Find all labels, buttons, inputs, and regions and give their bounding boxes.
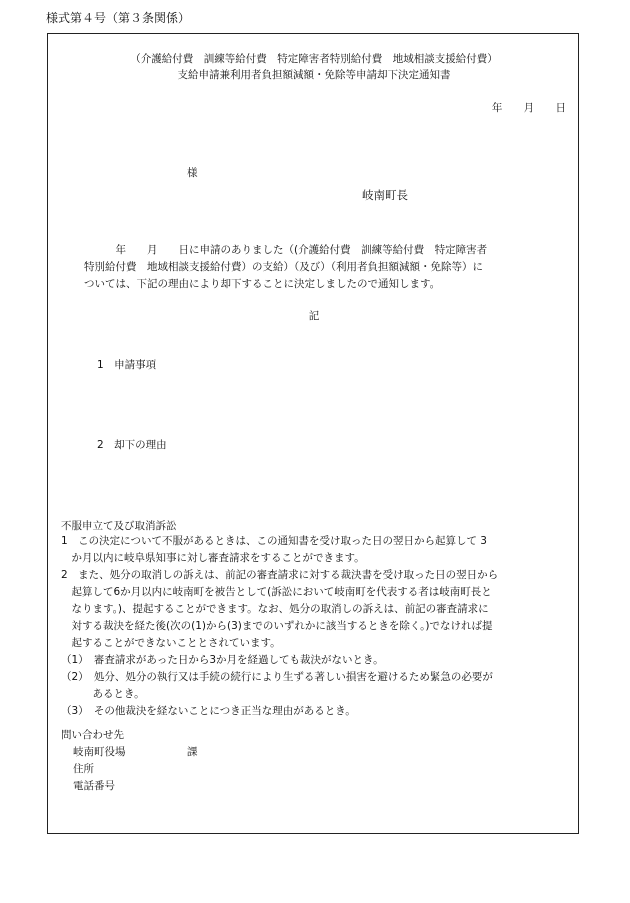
appeal-line: （2） 処分、処分の執行又は手続の続行により生ずる著しい損害を避けるため緊急の必要が <box>61 671 493 683</box>
appeal-line: か月以内に岐阜県知事に対し審査請求をすることができます。 <box>61 552 365 564</box>
appeal-line: あるとき。 <box>61 688 145 700</box>
appeal-line: （3） その他裁決を経ないことにつき正当な理由があるとき。 <box>61 705 356 717</box>
appeal-line: なります。)、提起することができます。なお、処分の取消しの訴えは、前記の審査請求に <box>61 603 489 615</box>
ki-marker: 記 <box>308 310 320 322</box>
appeal-line: 起算して6か月以内に岐南町を被告として(訴訟において岐南町を代表する者は岐南町長と <box>61 586 492 598</box>
appeal-line: 対する裁決を経た後(次の(1)から(3)までのいずれかに該当するときを除く。)でなければ提 <box>61 620 493 632</box>
date-line: 年 月 日 <box>491 102 566 114</box>
issuer: 岐南町長 <box>362 188 408 202</box>
contact-heading: 問い合わせ先 <box>61 729 124 741</box>
form-number: 様式第４号（第３条関係） <box>46 11 191 25</box>
body-line: 特別給付費 地域相談支援給付費）の支給）（及び）（利用者負担額減額・免除等）に <box>84 261 483 273</box>
title-line-1: （介護給付費 訓練等給付費 特定障害者特別給付費 地域相談支援給付費） <box>130 53 498 65</box>
contact-department: 課 <box>187 746 198 758</box>
item-rejection-reason: 2 却下の理由 <box>97 439 167 451</box>
notice-frame <box>47 33 579 834</box>
appeal-line: 2 また、処分の取消しの訴えは、前記の審査請求に対する裁決書を受け取った日の翌日から <box>61 569 499 581</box>
appeal-heading: 不服申立て及び取消訴訟 <box>61 520 177 532</box>
appeal-line: 起することができないこととされています。 <box>61 637 281 649</box>
addressee-suffix: 様 <box>187 167 198 179</box>
item-application: 1 申請事項 <box>97 359 157 371</box>
body-paragraph <box>84 242 570 293</box>
contact-office: 岐南町役場 <box>73 746 126 758</box>
appeal-line: （1） 審査請求があった日から3か月を経過しても裁決がないとき。 <box>61 654 384 666</box>
appeal-line: 1 この決定について不服があるときは、この通知書を受け取った日の翌日から起算して 3 <box>61 535 487 547</box>
body-line: ついては、下記の理由により却下することに決定しましたので通知します。 <box>84 278 441 290</box>
title-line-2: 支給申請兼利用者負担額減額・免除等申請却下決定通知書 <box>177 69 451 81</box>
contact-phone-label: 電話番号 <box>73 780 115 792</box>
body-line: 年 月 日に申請のありました（(介護給付費 訓練等給付費 特定障害者 <box>84 244 488 256</box>
appeal-text <box>61 533 577 720</box>
contact-address-label: 住所 <box>73 763 94 775</box>
